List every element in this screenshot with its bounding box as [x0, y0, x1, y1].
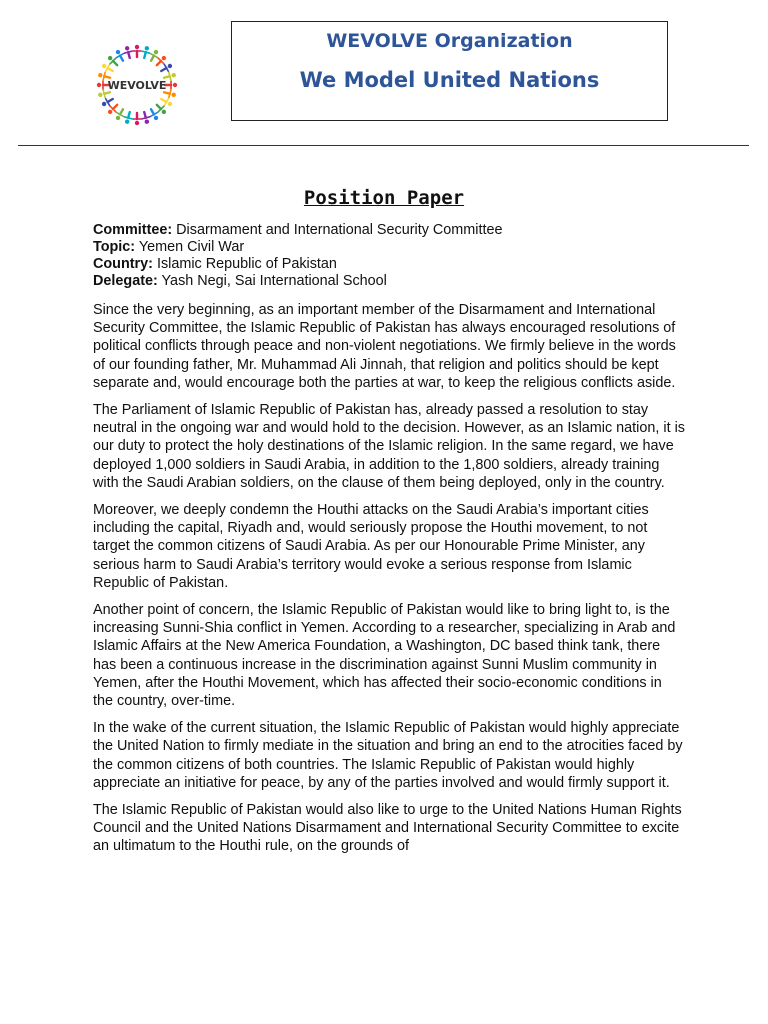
- body-paragraph: The Parliament of Islamic Republic of Pakistan has, already passed a resolution to stay neutral in the ongoing war and would hold to the decision. However, as an Islamic nation, it is our duty to protect the holy destinations of the Islamic religion. In the same regard, we have deployed 1,000 soldiers in Saudi Arabia, in addition to the 1,800 soldiers, already training with the Saudi Arabian soldiers, on the clause of them being deployed, only in the country.: [93, 402, 685, 491]
- meta-committee: [93, 222, 683, 239]
- meta-label: Country:: [93, 256, 153, 272]
- logo-text: WEVOLVE: [107, 79, 167, 92]
- meta-value: Yash Negi, Sai International School: [161, 273, 387, 289]
- paper-title: Position Paper: [303, 187, 465, 209]
- meta-country: [93, 256, 683, 273]
- paper-meta: [93, 222, 683, 290]
- meta-label: Delegate:: [93, 273, 158, 289]
- body-paragraph: In the wake of the current situation, the Islamic Republic of Pakistan would highly appreciate the United Nation to firmly mediate in the situation and bring an end to the atrocities faced by the common citizens of both countries. The Islamic Republic of Pakistan would highly appreciate an initiative for peace, by any of the parties involved and would firmly support it.: [93, 720, 683, 791]
- meta-label: Committee:: [93, 222, 173, 238]
- wevolve-logo: [94, 42, 180, 128]
- meta-topic: [93, 239, 683, 256]
- body-paragraph: Since the very beginning, as an important member of the Disarmament and International Security Committee, the Islamic Republic of Pakistan has always encouraged resolutions of political conflicts through peace and non-violent negotiations. We firmly believe in the words of our founding father, Mr. Muhammad Ali Jinnah, that religion and politics should be kept separate and, would encourage both the parties at war, to keep the religious conflicts aside.: [93, 302, 676, 391]
- organization-header-box: [231, 21, 668, 121]
- body-paragraph: The Islamic Republic of Pakistan would also like to urge to the United Nations Human Rights Council and the United Nations Disarmament and International Security Committee to excite an ultimatum to the Houthi rule, on the grounds of: [93, 802, 682, 855]
- meta-value: Islamic Republic of Pakistan: [156, 256, 337, 272]
- organization-subtitle: We Model United Nations: [299, 68, 600, 92]
- body-paragraph: Another point of concern, the Islamic Republic of Pakistan would like to bring light to, is the increasing Sunni-Shia conflict in Yemen. According to a researcher, specializing in Arab and Islamic Affairs at the New America Foundation, a Washington, DC based think tank, there has been a continuous increase in the discrimination against Sunni Muslim community in Yemen, after the Houthi Movement, which has affected their socio-economic conditions in the country, over-time.: [93, 602, 676, 710]
- body-paragraph: Moreover, we deeply condemn the Houthi attacks on the Saudi Arabia’s important cities including the capital, Riyadh and, would seriously propose the Houthi movement, to not target the common citizens of Saudi Arabia. As per our Honourable Prime Minister, any serious harm to Saudi Arabia’s territory would evoke a serious response from Islamic Republic of Pakistan.: [93, 502, 649, 591]
- meta-delegate: [93, 273, 683, 290]
- header-divider: [18, 145, 749, 146]
- meta-label: Topic:: [93, 239, 136, 255]
- logo-graphic: [94, 42, 180, 128]
- paper-body: [93, 301, 685, 865]
- meta-value: Disarmament and International Security Committee: [176, 222, 503, 238]
- organization-name: WEVOLVE Organization: [326, 30, 573, 52]
- meta-value: Yemen Civil War: [138, 239, 245, 255]
